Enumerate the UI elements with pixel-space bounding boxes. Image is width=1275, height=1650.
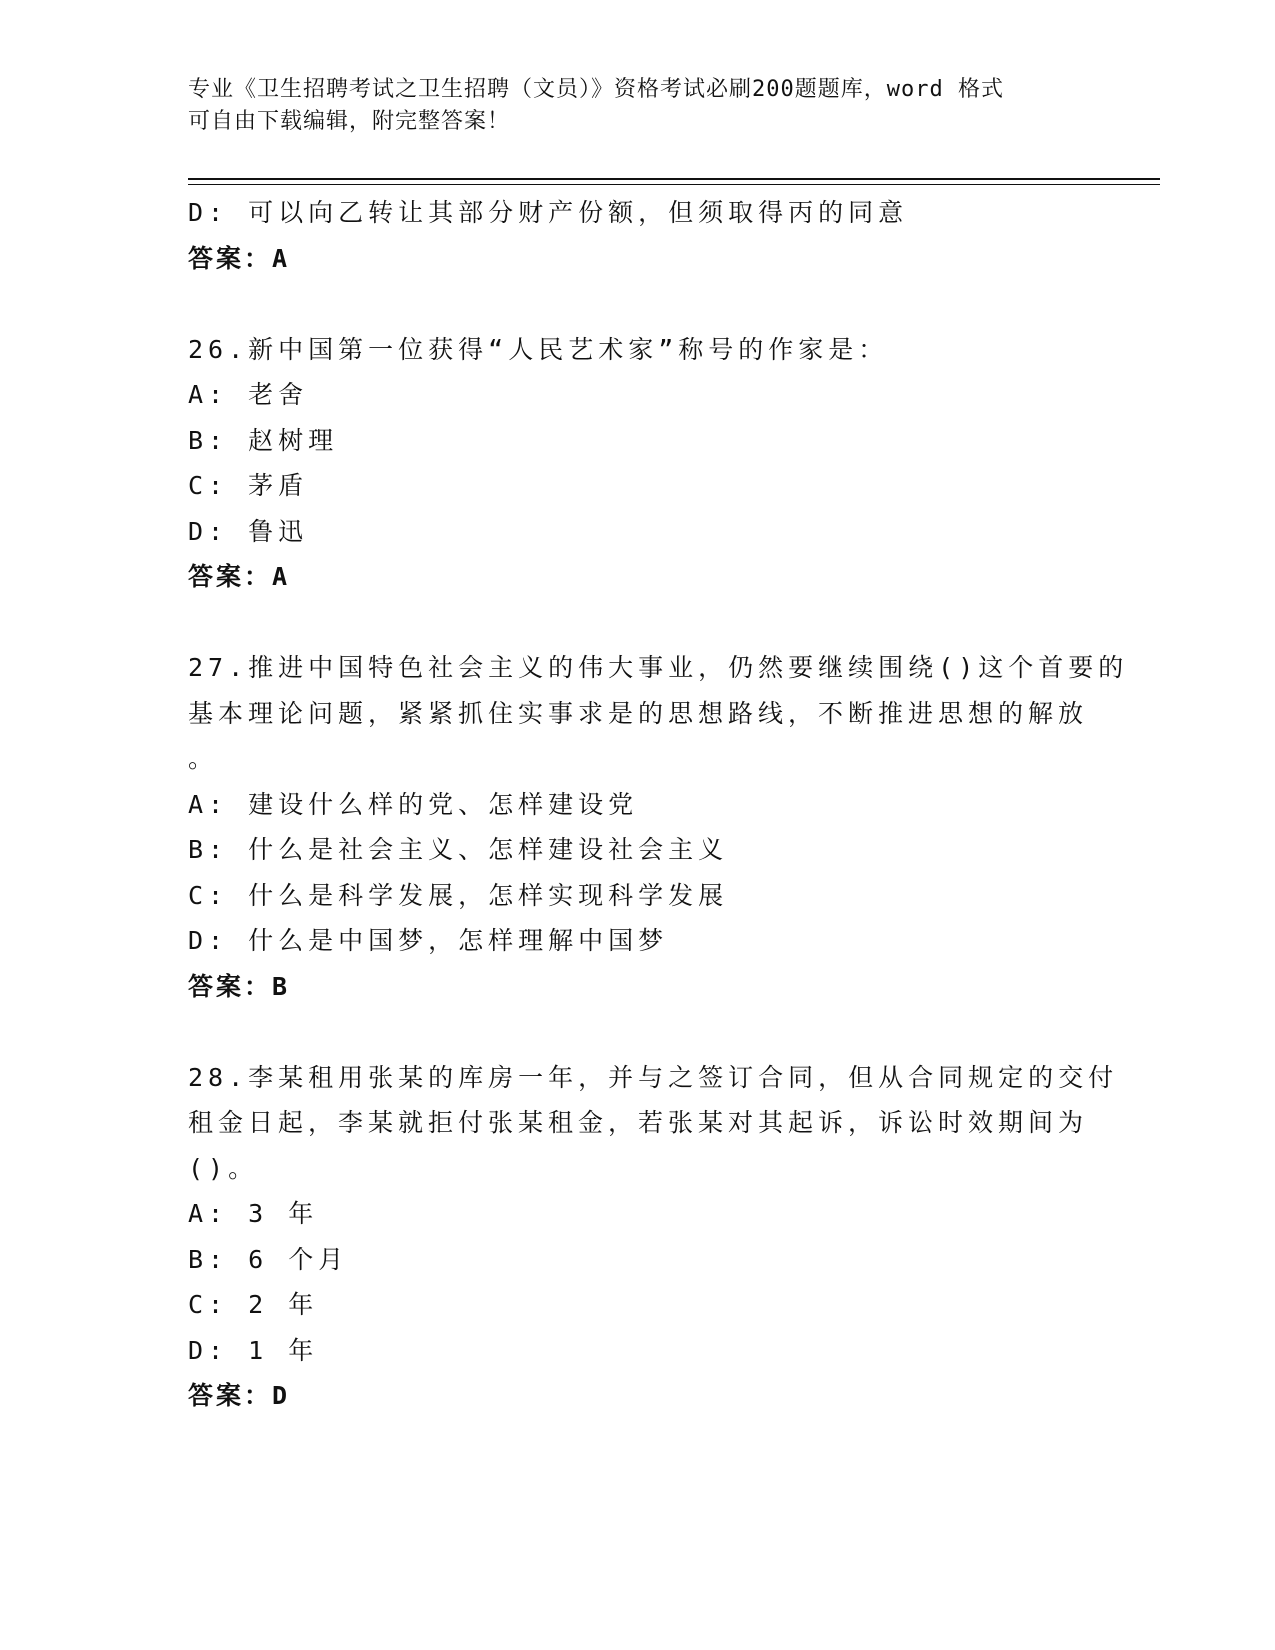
answer: 答案：B: [188, 971, 291, 1001]
question-27: [188, 645, 1129, 1009]
header-divider-thin: [188, 184, 1160, 185]
option-b: B: 什么是社会主义、怎样建设社会主义: [188, 835, 729, 864]
header-title-line-2: 可自由下载编辑，附完整答案！: [188, 109, 511, 134]
option-b: B: 6 个月: [188, 1244, 349, 1274]
document-header: [188, 74, 1088, 138]
question-spacer: [188, 281, 1088, 327]
option-c: C: 2 年: [188, 1290, 319, 1319]
option-d: D: 鲁迅: [188, 516, 309, 546]
question-stem-line-3: ()。: [188, 1153, 259, 1183]
prev-question-option-d: D: 可以向乙转让其部分财产份额，但须取得丙的同意: [188, 198, 909, 227]
question-spacer: [188, 600, 1088, 646]
option-b: B: 赵树理: [188, 425, 339, 455]
option-d: D: 1 年: [188, 1335, 319, 1365]
question-28: [188, 1055, 1119, 1419]
option-a: A: 3 年: [188, 1199, 319, 1228]
question-stem-line-3: 。: [188, 744, 219, 773]
option-c: C: 什么是科学发展，怎样实现科学发展: [188, 880, 729, 910]
question-stem-line-2: 基本理论问题，紧紧抓住实事求是的思想路线，不断推进思想的解放: [188, 698, 1089, 728]
question-stem-line-2: 租金日起，李某就拒付张某租金，若张某对其起诉，诉讼时效期间为: [188, 1108, 1089, 1137]
question-stem-line-1: 27.推进中国特色社会主义的伟大事业，仍然要继续围绕()这个首要的: [188, 653, 1129, 682]
header-divider-thick: [188, 178, 1160, 180]
answer: 答案：D: [188, 1381, 291, 1410]
option-c: C: 茅盾: [188, 471, 309, 500]
option-a: A: 老舍: [188, 380, 309, 409]
option-d: D: 什么是中国梦，怎样理解中国梦: [188, 926, 669, 955]
header-title-line-1: 专业《卫生招聘考试之卫生招聘（文员）》资格考试必刷200题题库，word 格式: [188, 77, 1004, 102]
prev-question-answer: 答案：A: [188, 243, 291, 273]
question-list: [188, 190, 1129, 1419]
question-stem: 26.新中国第一位获得“人民艺术家”称号的作家是：: [188, 334, 889, 364]
answer: 答案：A: [188, 562, 291, 591]
option-a: A: 建设什么样的党、怎样建设党: [188, 789, 639, 819]
question-26: [188, 327, 1088, 600]
question-spacer: [188, 1009, 1088, 1055]
question-stem-line-1: 28.李某租用张某的库房一年，并与之签订合同，但从合同规定的交付: [188, 1062, 1119, 1092]
